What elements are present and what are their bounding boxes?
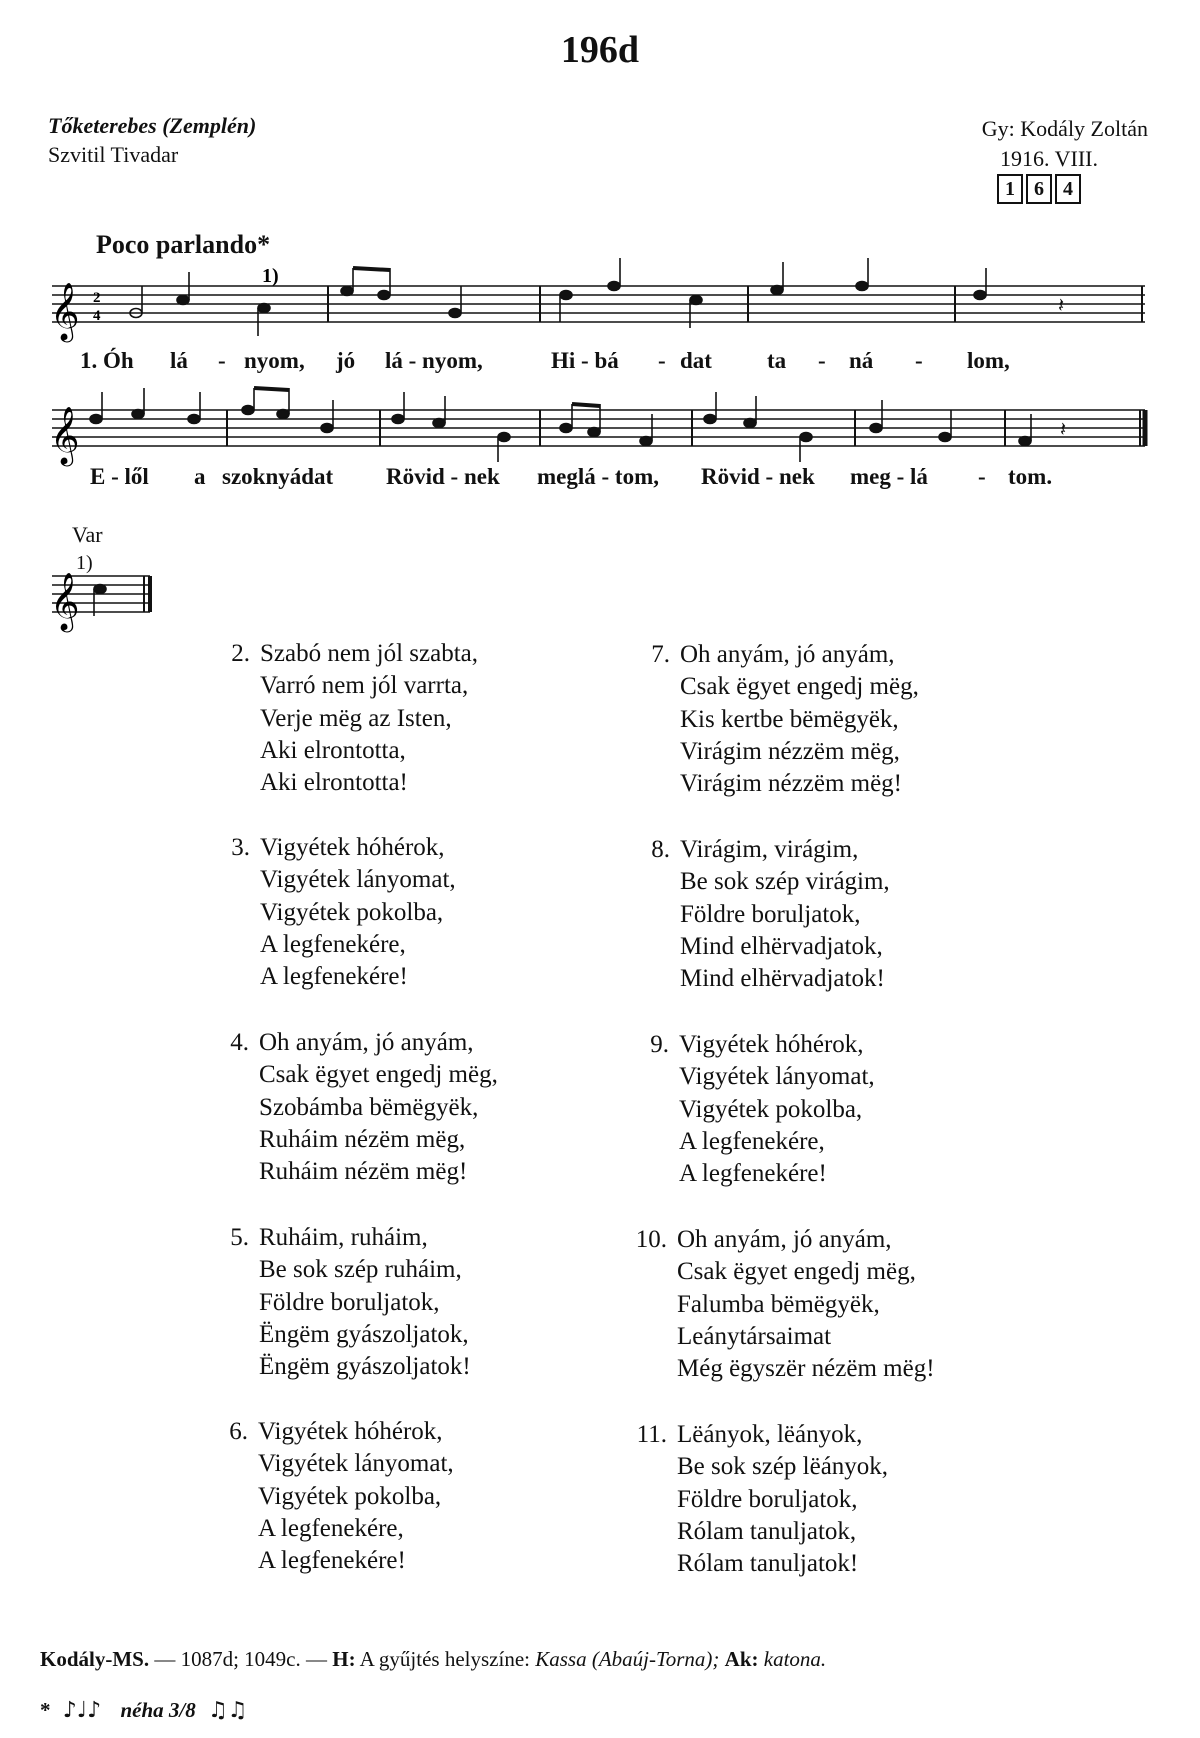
stanza-line: Ruháim nézëm mëg,	[259, 1125, 466, 1153]
lyric-syllable: Rövid - nek	[386, 464, 500, 489]
lyric-syllable: ta	[767, 348, 787, 373]
stanza-line: A legfenekére!	[679, 1160, 827, 1188]
lyric-syllable: szoknyádat	[222, 464, 334, 489]
lyric-syllable: Hi - bá	[551, 348, 619, 373]
collection-date: 1916. VIII.	[1000, 146, 1098, 171]
stanza-line: Be sok szép virágim,	[680, 868, 890, 896]
lyric-syllable: jó	[336, 348, 356, 373]
stanza-line: Csak ëgyet engedj mëg,	[259, 1061, 498, 1089]
stanza-line: Földre boruljatok,	[259, 1288, 440, 1316]
lyric-syllable: E - lől	[90, 464, 149, 489]
stanza-number: 11.	[636, 1421, 667, 1448]
stanza-line: Csak ëgyet engedj mëg,	[680, 673, 919, 701]
stanza-number: 3.	[231, 834, 250, 861]
stanza-10	[633, 1224, 1053, 1386]
stanza-line: Oh anyám, jó anyám,	[680, 641, 895, 668]
lyric-syllable: -	[818, 348, 826, 373]
stanza-line: Rólam tanuljatok!	[677, 1550, 859, 1578]
ak-value: katona.	[763, 1647, 827, 1671]
staff-2	[52, 410, 1145, 446]
stanza-line: Oh anyám, jó anyám,	[677, 1226, 892, 1253]
stanza-3	[216, 832, 596, 994]
stanza-line: Vigyétek lányomat,	[260, 866, 456, 894]
stanza-line: Vigyétek pokolba,	[260, 898, 444, 926]
stanza-line: Földre boruljatok,	[677, 1485, 858, 1513]
stanza-line: Varró nem jól varrta,	[260, 672, 469, 700]
stanza-line: Vigyétek lányomat,	[258, 1450, 454, 1478]
stanza-7	[636, 639, 1036, 801]
stanza-2	[216, 638, 596, 800]
stanza-line: Ëngëm gyászoljatok,	[259, 1320, 469, 1348]
stanza-11	[633, 1419, 1033, 1581]
lyric-syllable: nyom,	[244, 348, 305, 373]
stanza-line: Csak ëgyet engedj mëg,	[677, 1258, 916, 1286]
stanza-line: A legfenekére,	[258, 1514, 404, 1542]
stanza-line: Vigyétek hóhérok,	[258, 1418, 443, 1445]
h-place: Kassa (Abaúj-Torna);	[535, 1647, 720, 1671]
stanza-number: 8.	[651, 836, 670, 863]
lyric-syllable: lá - nyom,	[385, 348, 483, 373]
footnote-ref-1: 1)	[262, 265, 279, 287]
rhythm-footnote	[40, 1698, 247, 1723]
time-signature-bottom: 4	[93, 308, 101, 324]
lyric-syllable: tom.	[1008, 464, 1053, 489]
lyrics-line-2	[0, 464, 1200, 494]
stanza-line: Vigyétek lányomat,	[679, 1063, 875, 1091]
tempo-asterisk: *	[257, 230, 271, 259]
h-text: A gyűjtés helyszíne:	[359, 1647, 530, 1671]
singer-name: Szvitil Tivadar	[48, 142, 179, 167]
source-refs: — 1087d; 1049c. —	[154, 1647, 327, 1671]
stanza-line: Még ëgyszër nézëm mëg!	[677, 1355, 935, 1383]
time-signature-top: 2	[93, 290, 101, 306]
stanza-number: 6.	[229, 1418, 248, 1445]
stanza-number: 9.	[650, 1031, 669, 1058]
lyric-syllable: lá	[170, 348, 188, 373]
stanza-line: Lëányok, lëányok,	[677, 1421, 863, 1448]
lyric-syllable: lom,	[967, 348, 1010, 373]
treble-clef-icon: 𝄞	[50, 572, 80, 630]
lyric-syllable: Rövid - nek	[701, 464, 815, 489]
lyric-syllable: 1. Óh	[80, 348, 134, 373]
lyric-syllable: meglá - tom,	[537, 464, 659, 489]
stanza-line: A legfenekére!	[258, 1547, 406, 1575]
stanza-line: Földre boruljatok,	[680, 900, 861, 928]
stanza-line: Aki elrontotta!	[260, 769, 408, 797]
stanza-6	[214, 1416, 594, 1578]
stanza-line: Szobámba bëmëgyëk,	[259, 1093, 479, 1121]
stanza-line: Virágim nézzëm mëg!	[680, 770, 903, 798]
stanza-line: Leánytársaimat	[677, 1322, 832, 1350]
lyric-syllable: a	[194, 464, 206, 489]
collector-name: Gy: Kodály Zoltán	[981, 116, 1148, 141]
stanza-line: Vigyétek pokolba,	[679, 1095, 863, 1123]
source-label: Kodály-MS.	[40, 1647, 150, 1671]
tempo-text: Poco parlando	[96, 230, 258, 259]
lyric-syllable: dat	[680, 348, 712, 373]
stanza-line: Virágim nézzëm mëg,	[680, 737, 900, 765]
variant-note	[94, 585, 106, 617]
footnote-text: néha 3/8	[120, 1698, 196, 1722]
stanza-line: Virágim, virágim,	[680, 836, 859, 863]
stanza-line: Kis kertbe bëmëgyëk,	[680, 705, 899, 733]
stanza-8	[636, 834, 1036, 996]
stanza-number: 2.	[231, 640, 250, 667]
stanza-line: Aki elrontotta,	[260, 736, 406, 764]
stanza-line: Ruháim nézëm mëg!	[259, 1158, 468, 1186]
stanza-line: Falumba bëmëgyëk,	[677, 1290, 880, 1318]
lyric-syllable: meg - lá	[850, 464, 928, 489]
svg-text:𝄽: 𝄽	[1058, 295, 1065, 317]
stanza-number: 4.	[230, 1029, 249, 1056]
stanza-line: A legfenekére,	[679, 1127, 825, 1155]
stanza-line: A legfenekére!	[260, 963, 408, 991]
rhythm-notes-icon: ♪♩♪	[55, 1698, 116, 1723]
lyric-syllable: -	[978, 464, 986, 489]
stanza-line: Be sok szép lëányok,	[677, 1453, 889, 1481]
stanza-line: Be sok szép ruháim,	[259, 1256, 462, 1284]
ak-label: Ak:	[724, 1647, 759, 1671]
stanza-line: Vigyétek hóhérok,	[679, 1031, 864, 1058]
stanza-line: Mind elhërvadjatok,	[680, 932, 883, 960]
catalog-box: 4	[1055, 174, 1081, 204]
variant-ref: 1)	[76, 552, 93, 574]
stanza-line: Rólam tanuljatok,	[677, 1517, 857, 1545]
stanza-line: Mind elhërvadjatok!	[680, 965, 885, 993]
treble-clef-icon: 𝄞	[50, 282, 80, 340]
stanza-5	[215, 1222, 595, 1384]
stanza-line: A legfenekére,	[260, 930, 406, 958]
collection-location: Tőketerebes (Zemplén)	[48, 113, 257, 138]
stanza-line: Ëngëm gyászoljatok!	[259, 1353, 471, 1381]
notes-line-2	[90, 388, 1066, 462]
stanza-number: 5.	[230, 1224, 249, 1251]
source-note	[40, 1647, 826, 1672]
catalog-box: 1	[997, 174, 1023, 204]
beamed-notes-icon: ♫♫	[200, 1698, 248, 1723]
svg-text:𝄽: 𝄽	[1060, 419, 1067, 441]
stanza-line: Ruháim, ruháim,	[259, 1224, 428, 1251]
stanza-number: 7.	[651, 641, 670, 668]
lyric-syllable: ná	[849, 348, 874, 373]
lyric-syllable: -	[915, 348, 923, 373]
treble-clef-icon: 𝄞	[50, 406, 80, 464]
catalog-box: 6	[1026, 174, 1052, 204]
stanza-9	[635, 1029, 1035, 1191]
stanza-line: Verje mëg az Isten,	[260, 704, 452, 732]
stanza-line: Oh anyám, jó anyám,	[259, 1029, 474, 1056]
lyric-syllable: -	[218, 348, 226, 373]
footnote-star: *	[40, 1698, 51, 1722]
stanza-4	[215, 1027, 595, 1189]
stanza-number: 10.	[635, 1226, 667, 1253]
page-title: 196d	[560, 29, 640, 71]
lyric-syllable: -	[658, 348, 666, 373]
stanza-line: Szabó nem jól szabta,	[260, 640, 478, 667]
h-label: H:	[332, 1647, 356, 1671]
lyrics-line-1	[0, 348, 1200, 378]
stanza-line: Vigyétek hóhérok,	[260, 834, 445, 861]
stanza-line: Vigyétek pokolba,	[258, 1482, 442, 1510]
variant-label: Var	[72, 522, 103, 547]
